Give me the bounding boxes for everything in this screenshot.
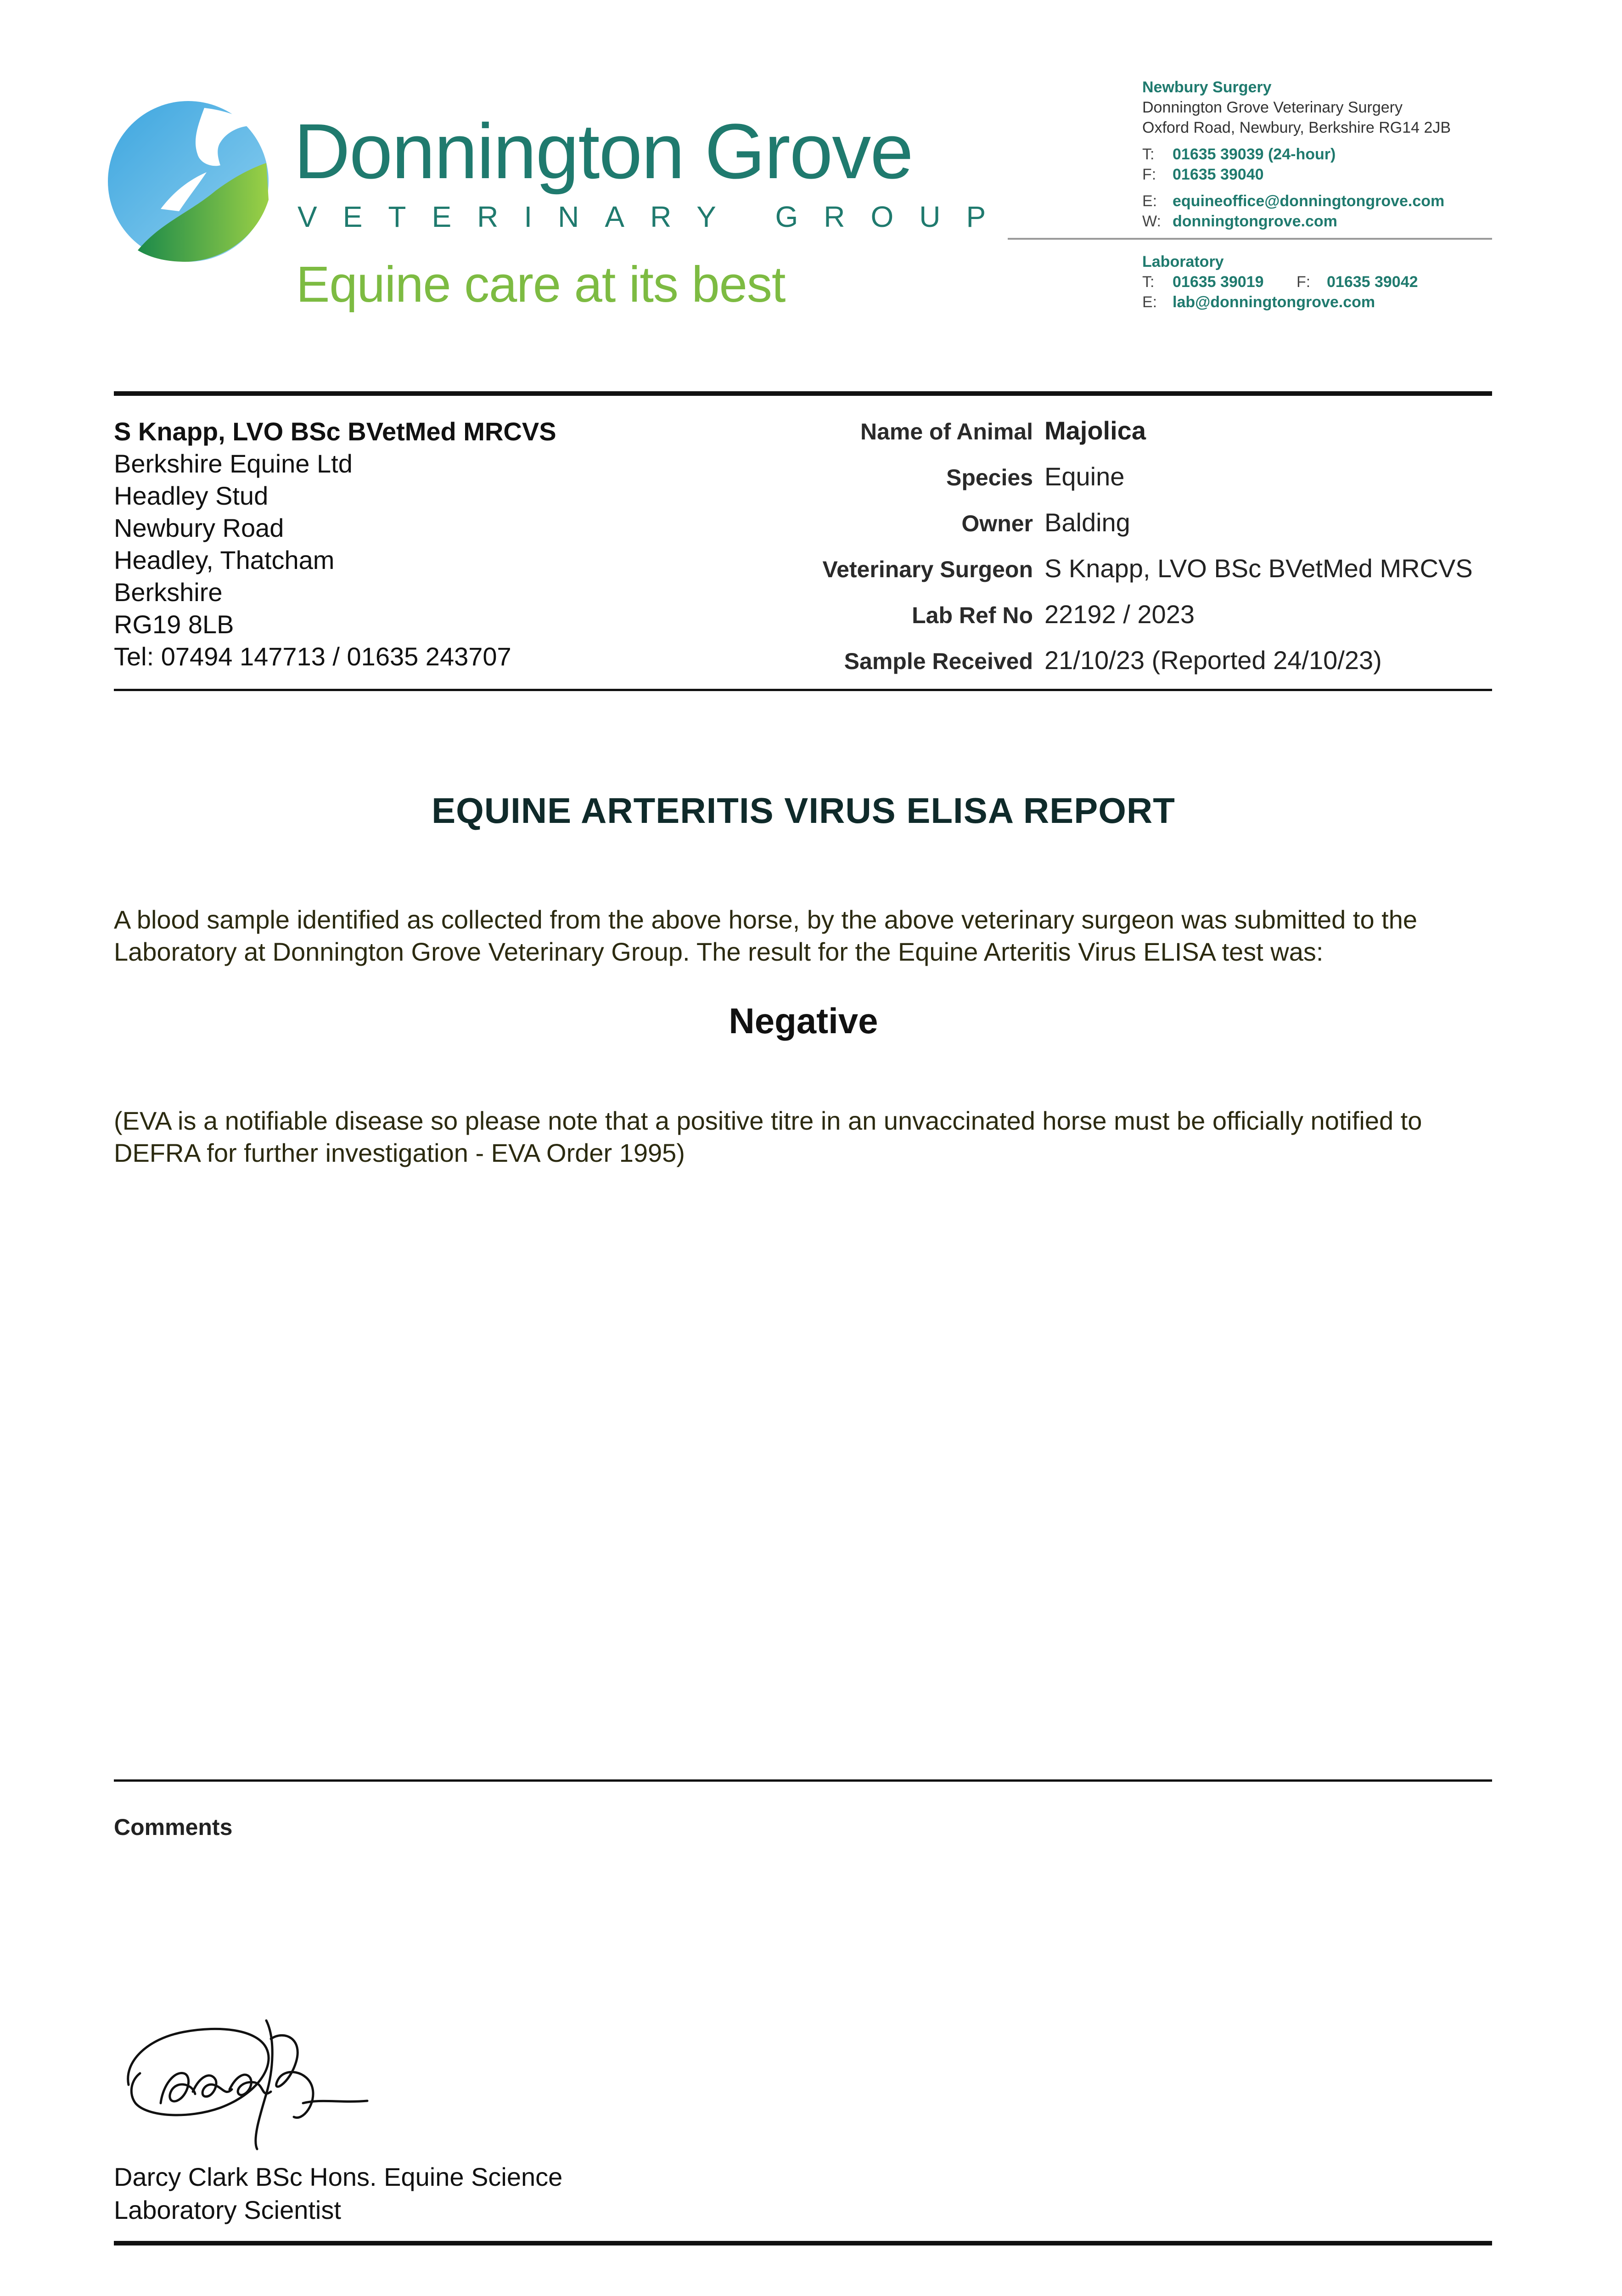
lab-ref-value: 22192 / 2023 — [1044, 600, 1195, 629]
report-note: (EVA is a notifiable disease so please note that a positive titre in an unvaccinated horse must be officially notified to DEFRA for further investigation - EVA Order 1995) — [114, 1106, 1422, 1167]
sample-received-value: 21/10/23 (Reported 24/10/23) — [1044, 646, 1382, 675]
address-line: RG19 8LB — [114, 610, 234, 639]
laboratory-title: Laboratory — [1142, 253, 1224, 270]
bottom-divider — [114, 2241, 1492, 2245]
detail-label: Species — [946, 465, 1033, 490]
lab-email: lab@donningtongrove.com — [1173, 293, 1375, 311]
detail-row — [735, 416, 1497, 461]
details-divider — [114, 689, 1492, 691]
recipient-name: S Knapp, LVO BSc BVetMed MRCVS — [114, 417, 556, 446]
lab-email-key: E: — [1142, 293, 1157, 311]
logo-icon — [106, 99, 271, 264]
address-line: Berkshire Equine Ltd — [114, 449, 353, 478]
address-line: Headley Stud — [114, 481, 269, 510]
comments-divider — [114, 1779, 1492, 1782]
surgery-title: Newbury Surgery — [1142, 79, 1272, 96]
detail-row — [735, 599, 1497, 645]
address-line: Newbury Road — [114, 513, 284, 542]
address-line: Headley, Thatcham — [114, 546, 335, 574]
email-key: E: — [1142, 192, 1157, 210]
brand-tagline: Equine care at its best — [296, 256, 786, 313]
vet-surgeon-value: S Knapp, LVO BSc BVetMed MRCVS — [1044, 554, 1473, 583]
top-divider — [114, 391, 1492, 396]
detail-label: Name of Animal — [860, 419, 1033, 445]
detail-row — [735, 645, 1497, 691]
report-intro: A blood sample identified as collected from the above horse, by the above veterinary surgeon was submitted to the Laboratory at Donnington Grove Veterinary Group. The result for the Equine Arteritis Virus ELISA test was: — [114, 905, 1417, 966]
signatory-name: Darcy Clark BSc Hons. Equine Science — [114, 2162, 563, 2191]
detail-label: Lab Ref No — [912, 602, 1033, 628]
detail-label: Sample Received — [844, 648, 1033, 674]
lab-tel: 01635 39019 — [1173, 273, 1264, 291]
detail-label: Veterinary Surgeon — [822, 557, 1033, 582]
surgery-address-line1: Donnington Grove Veterinary Surgery — [1142, 99, 1403, 116]
surgery-web: donningtongrove.com — [1173, 213, 1337, 230]
detail-label: Owner — [961, 511, 1033, 536]
brand-subtitle: VETERINARY GROUP — [297, 200, 1012, 233]
surgery-fax: 01635 39040 — [1173, 166, 1264, 183]
animal-details — [735, 416, 1497, 691]
detail-row — [735, 507, 1497, 553]
contact-divider — [1008, 238, 1492, 240]
comments-label: Comments — [114, 1814, 233, 1840]
surgery-tel: 01635 39039 (24-hour) — [1173, 146, 1336, 163]
signatory — [114, 2161, 562, 2227]
fax-key: F: — [1142, 166, 1156, 183]
surgery-address-line2: Oxford Road, Newbury, Berkshire RG14 2JB — [1142, 119, 1451, 136]
lab-fax-key: F: — [1296, 273, 1311, 291]
surgery-contact — [1142, 77, 1491, 231]
signatory-role: Laboratory Scientist — [114, 2195, 341, 2224]
species-value: Equine — [1044, 462, 1125, 491]
detail-row — [735, 461, 1497, 507]
brand-name: Donnington Grove — [294, 108, 913, 195]
surgery-email: equineoffice@donningtongrove.com — [1173, 192, 1445, 210]
address-line: Berkshire — [114, 578, 223, 607]
detail-row — [735, 553, 1497, 599]
lab-fax: 01635 39042 — [1327, 273, 1418, 291]
report-title: EQUINE ARTERITIS VIRUS ELISA REPORT — [432, 790, 1175, 831]
animal-name-value: Majolica — [1044, 416, 1146, 445]
web-key: W: — [1142, 213, 1161, 230]
signature — [119, 2011, 376, 2163]
test-result: Negative — [729, 1001, 878, 1041]
laboratory-contact — [1142, 252, 1418, 312]
recipient-address — [114, 416, 556, 673]
tel-key: T: — [1142, 146, 1155, 163]
address-telephone: Tel: 07494 147713 / 01635 243707 — [114, 642, 511, 671]
lab-tel-key: T: — [1142, 273, 1155, 291]
owner-value: Balding — [1044, 508, 1130, 537]
